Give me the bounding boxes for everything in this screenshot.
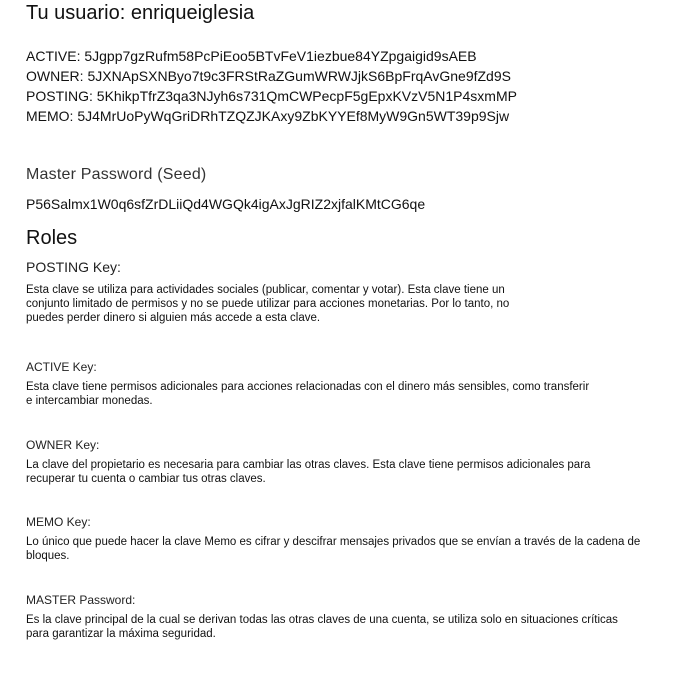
role-description: Esta clave se utiliza para actividades sociales (publicar, comentar y votar). Esta clave tiene un conjunto limitado de permisos y no se puede utilizar para acciones monetarias. Por lo tanto, no puedes perder dinero si alguien más accede a esta clave. (26, 284, 510, 324)
role-description: Lo único que puede hacer la clave Memo es cifrar y descifrar mensajes privados que se envían a través de la cadena de bloques. (26, 536, 641, 562)
role-owner (26, 438, 626, 486)
role-posting (26, 259, 536, 325)
role-title: ACTIVE Key: (26, 360, 97, 374)
owner-key-line: OWNER: 5JXNApSXNByo7t9c3FRStRaZGumWRWJjkS6BpFrqAvGne9fZd9S (26, 68, 511, 84)
role-title: MASTER Password: (26, 593, 136, 607)
active-key-line: ACTIVE: 5Jgpp7gzRufm58PcPiEoo5BTvFeV1iezbue84YZpgaigid9sAEB (26, 48, 477, 64)
posting-key-line: POSTING: 5KhikpTfrZ3qa3NJyh6s731QmCWPecpF5gEpxKVzV5N1P4sxmMP (26, 88, 517, 104)
role-master (26, 593, 636, 641)
master-password-heading: Master Password (Seed) (26, 166, 207, 183)
role-title: POSTING Key: (26, 259, 121, 275)
key-list (26, 46, 517, 126)
roles-heading: Roles (26, 227, 78, 249)
role-active (26, 360, 596, 408)
role-title: OWNER Key: (26, 438, 100, 452)
role-description: Es la clave principal de la cual se derivan todas las otras claves de una cuenta, se utiliza solo en situaciones críticas para garantizar la máxima seguridad. (26, 614, 618, 640)
role-description: Esta clave tiene permisos adicionales para acciones relacionadas con el dinero más sensibles, como transferir e intercambiar monedas. (26, 381, 590, 407)
master-password-value: P56Salmx1W0q6sfZrDLiiQd4WGQk4igAxJgRIZ2xjfalKMtCG6qe (26, 196, 426, 212)
role-description: La clave del propietario es necesaria para cambiar las otras claves. Esta clave tiene permisos adicionales para recuperar tu cuenta o cambiar tus otras claves. (26, 459, 591, 485)
memo-key-line: MEMO: 5J4MrUoPyWqGriDRhTZQZJKAxy9ZbKYYEf8MyW9Gn5WT39p9Sjw (26, 108, 510, 124)
role-memo (26, 515, 641, 563)
role-title: MEMO Key: (26, 515, 91, 529)
page-title: Tu usuario: enriqueiglesia (26, 2, 255, 24)
